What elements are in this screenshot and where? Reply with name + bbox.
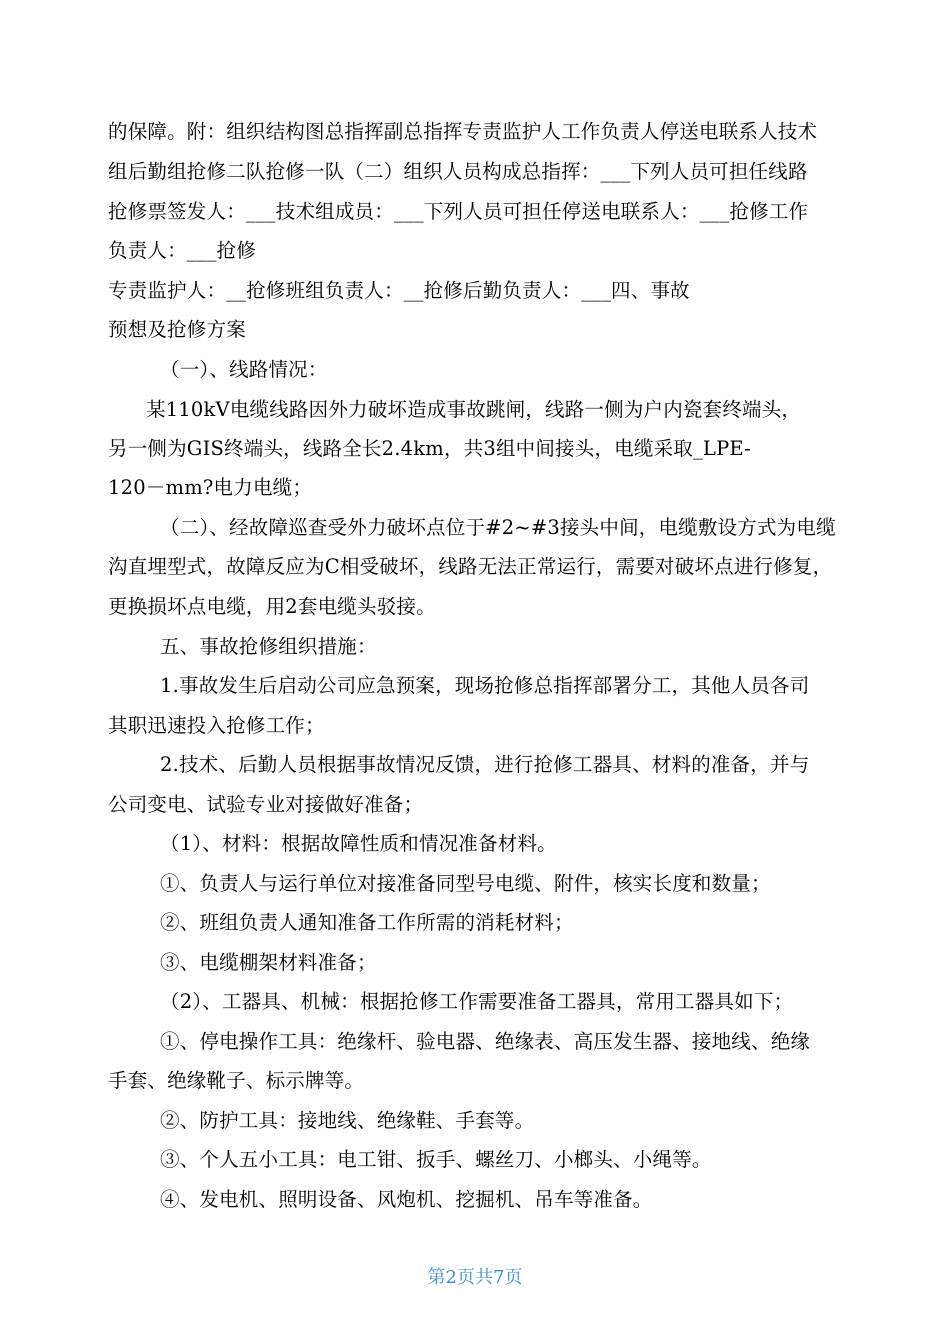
text-line: ③、个人五小工具：电工钳、扳手、螺丝刀、小榔头、小绳等。 (160, 1148, 712, 1171)
text-line: 另一侧为GIS终端头，线路全长2.4km，共3组中间接头，电缆采取_LPE- (108, 437, 751, 460)
section-heading: 五、事故抢修组织措施： (160, 635, 377, 658)
text-line: ①、停电操作工具：绝缘杆、验电器、绝缘表、高压发生器、接地线、绝缘 (160, 1030, 811, 1053)
text-line: 预想及抢修方案 (108, 318, 246, 341)
section-heading: （一）、线路情况： (160, 358, 328, 381)
text-line: 抢修票签发人：___技术组成员：___下列人员可担任停送电联系人：___抢修工作 (108, 200, 809, 223)
text-line: 手套、绝缘靴子、标示牌等。 (108, 1069, 365, 1092)
text-line: 120－mm?电力电缆； (108, 476, 313, 499)
text-line: ③、电缆棚架材料准备； (160, 951, 377, 974)
text-line: ②、防护工具：接地线、绝缘鞋、手套等。 (160, 1109, 535, 1132)
text-line: 2.技术、后勤人员根据事故情况反馈，进行抢修工器具、材料的准备，并与 (160, 753, 810, 776)
text-line: ②、班组负责人通知准备工作所需的消耗材料； (160, 911, 574, 934)
text-line: ①、负责人与运行单位对接准备同型号电缆、附件，核实长度和数量； (160, 872, 771, 895)
text-line: 负责人：___抢修 (108, 239, 257, 262)
text-line: 组后勤组抢修二队抢修一队（二）组织人员构成总指挥：___下列人员可担任线路 (108, 160, 808, 183)
text-line: 沟直埋型式，故障反应为C相受破坏，线路无法正常运行，需要对破坏点进行修复， (108, 555, 833, 578)
text-line: 专责监护人：__抢修班组负责人：__抢修后勤负责人：___四、事故 (108, 279, 690, 302)
text-line: 更换损坏点电缆，用2套电缆头驳接。 (108, 595, 436, 618)
text-line: 其职迅速投入抢修工作； (108, 714, 325, 737)
text-line: 公司变电、试验专业对接做好准备； (108, 793, 424, 816)
text-line: （1）、材料：根据故障性质和情况准备材料。 (160, 832, 557, 855)
text-line: （2）、工器具、机械：根据抢修工作需要准备工器具，常用工器具如下； (160, 990, 794, 1013)
text-line: 1.事故发生后启动公司应急预案，现场抢修总指挥部署分工，其他人员各司 (160, 674, 810, 697)
text-line: ④、发电机、照明设备、风炮机、挖掘机、吊车等准备。 (160, 1188, 653, 1211)
text-line: 的保障。附：组织结构图总指挥副总指挥专责监护人工作负责人停送电联系人技术 (108, 120, 818, 143)
text-line: 某110kV电缆线路因外力破坏造成事故跳闸，线路一侧为户内瓷套终端头， (146, 398, 802, 421)
page-number: 第2页共7页 (427, 1267, 523, 1288)
text-line: （二）、经故障巡查受外力破坏点位于#2~#3接头中间，电缆敷设方式为电缆 (160, 516, 836, 539)
